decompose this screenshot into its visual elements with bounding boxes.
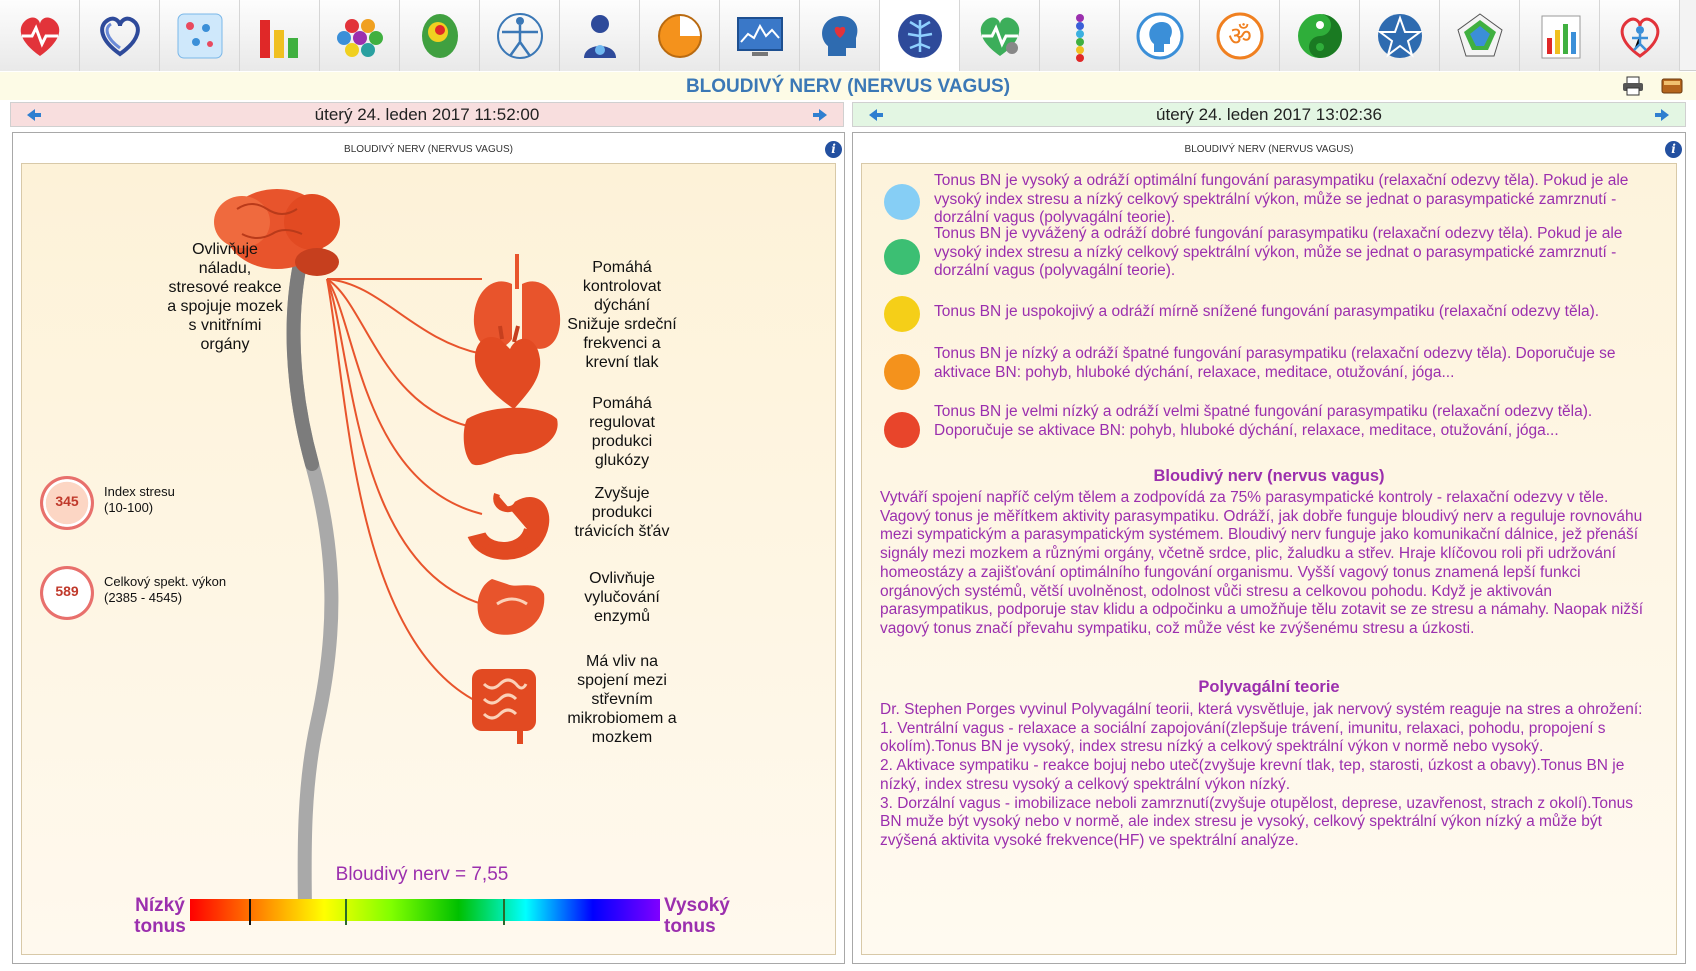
liver-label [562, 394, 682, 470]
legend-text: Tonus BN je vysoký a odráží optimální fungování parasympatiku (relaxační odezvy těla). Pokud je ale vysoký index stresu a nízký celkový spektrální výkon, může se jednat o parasympatické zamrznutí - dorzální vagus (polyvagální teorie). [934, 172, 1629, 226]
scale-marker [503, 899, 505, 925]
high-tonus-label [664, 895, 730, 937]
small-bar-chart-icon [1532, 8, 1588, 64]
heart-outline-icon [92, 8, 148, 64]
label-line: dýchání [593, 297, 651, 314]
heatmap-brain-icon [412, 8, 468, 64]
polyvagal-item: 3. Dorzální vagus - imobilizace neboli zamrznutí(zvyšuje otupělost, deprese, uzavřenost, strach z okolí).Tonus BN muže být vysoký nebo v normě, ale index stresu je vysoký, celkový spektrální výkon nízký a může být zvýšená aktivita vysoké frekvence(HF) ve spektrální analýze. [880, 794, 1633, 849]
label-line: náladu, [198, 260, 252, 277]
section-heading-polyvagal: Polyvagální teorie [1198, 678, 1340, 696]
panel-title: BLOUDIVÝ NERV (NERVUS VAGUS) [344, 144, 513, 155]
left-panel [12, 132, 845, 964]
label-line: krevní tlak [585, 354, 659, 371]
yin-yang-icon [1292, 8, 1348, 64]
toolbar-button-hexagons[interactable] [320, 0, 400, 71]
head-profile-icon [1132, 8, 1188, 64]
toolbar-button-monitor-chart[interactable] [720, 0, 800, 71]
legend-dot [884, 184, 920, 220]
nerve-branches [327, 279, 482, 704]
cells-icon [172, 8, 228, 64]
date-bar-right [852, 102, 1686, 127]
label-line: glukózy [594, 452, 650, 469]
toolbar-button-star[interactable] [1360, 0, 1440, 71]
arrow-right-icon[interactable] [1653, 106, 1671, 124]
page-title: BLOUDIVÝ NERV (NERVUS VAGUS) [685, 76, 1011, 97]
label-line: mozkem [591, 729, 653, 746]
label-line: a spojuje mozek [167, 298, 283, 315]
heart-person-icon [1612, 8, 1668, 64]
stress-index-value: 345 [55, 493, 79, 509]
label-line: kontrolovat [582, 278, 662, 295]
person-icon [572, 8, 628, 64]
label-line: orgány [200, 336, 250, 353]
legend-dot [884, 239, 920, 275]
label-line: produkci [591, 504, 653, 521]
stress-index-label [104, 484, 175, 516]
label-line: Ovlivňuje [192, 241, 258, 258]
diagram-area [21, 163, 836, 955]
label-line: produkci [591, 433, 653, 450]
om-icon [1212, 8, 1268, 64]
label-line: Pomáhá [592, 259, 652, 276]
legend-text: Tonus BN je velmi nízký a odráží velmi špatné fungování parasympatiku (relaxační odezvy těla). Doporučuje se aktivace BN: pohyb, hluboké dýchání, relaxace, meditace, otužování, jóga... [934, 403, 1593, 439]
vitruvian-man-icon [492, 8, 548, 64]
label-line: Index stresu [104, 484, 175, 499]
chakra-column-icon [1052, 8, 1108, 64]
legend-text: Tonus BN je vyvážený a odráží dobré fungování parasympatiku (relaxační odezvy těla). Pokud je ale vysoký index stresu a nízký celkový spektrální výkon, může se jednat o parasympatické zamrznutí - dorzální vagus (polyvagální teorie). [934, 225, 1623, 279]
book-icon[interactable] [1660, 76, 1684, 96]
label-line: tonus [664, 916, 716, 937]
section-body-vagus: Vytváří spojení napříč celým tělem a zodpovídá za 75% parasympatické kontroly - relaxační odezvy v těle. Vagový tonus je měřítkem aktivity parasympatiku. Odráží, jak dobře funguje bloudivý nerv a reguluje rovnováhu mezi sympatickým a parasympatickým systémem. Bloudivý nerv funguje jako komunikační dálnice, jež přenáší signály mezi mozkem a různými orgány, včetně srdce, plic, žaludku a střev. Hraje klíčovou roli při udržování homeostázy a zajišťování optimálního fungování organismu. Vyšší vagový tonus znamená lepší funkci orgánových systémů, větší uvolněnost, odolnost vůči stresu a celkovou pohodu. Když je aktivován parasympatikus, podporuje stav klidu a odpočinku a umožňuje tělu zotavit se ze stresu a námahy. Naopak nižší vagový tonus značí převahu sympatiku, což může vést ke zvýšenému stresu a úzkosti. [880, 489, 1644, 637]
bar-chart-icon [252, 8, 308, 64]
label-line: (2385 - 4545) [104, 590, 183, 605]
label-line: Celkový spekt. výkon [104, 574, 227, 589]
spectral-power-gauge [40, 566, 94, 620]
right-panel [852, 132, 1686, 964]
vagus-nerve-icon [892, 8, 948, 64]
legend-dot [884, 354, 920, 390]
pie-chart-icon [652, 8, 708, 64]
print-icon[interactable] [1622, 76, 1644, 96]
toolbar-button-pie-chart[interactable] [640, 0, 720, 71]
toolbar-button-heart-outline[interactable] [80, 0, 160, 71]
label-line: spojení mezi [577, 672, 667, 689]
scale-marker [345, 899, 347, 925]
label-line: Nízký [135, 895, 185, 916]
date-bar-left [10, 102, 844, 127]
title-row [0, 72, 1696, 100]
lungs-label [562, 258, 682, 315]
label-line: (10-100) [104, 500, 154, 515]
toolbar-button-head-profile[interactable] [1120, 0, 1200, 71]
toolbar-button-bar-chart[interactable] [240, 0, 320, 71]
polyvagal-item: 2. Aktivace sympatiku - reakce bojuj nebo uteč(zvyšuje krevní tlak, tep, starosti, úzkost a obavy).Tonus BN je nízký, index stresu vysoký a celkový spektrální výkon nízký. [880, 757, 1625, 793]
label-line: regulovat [589, 414, 655, 431]
label-line: trávicích šťáv [574, 523, 670, 540]
label-line: Ovlivňuje [589, 570, 655, 587]
toolbar-button-heart-person[interactable] [1600, 0, 1680, 71]
date-right: úterý 24. leden 2017 13:02:36 [1156, 105, 1382, 124]
liver-icon [464, 408, 558, 465]
legend-dot [884, 412, 920, 448]
polyvagal-item: 1. Ventrální vagus - relaxace a sociální zapojování(zlepšuje trávení, imunitu, relaxaci, pohodu, propojení s okolím).Tonus BN je vysoký, index stresu nízký a celkový spektrální výkon v normě nebo vysoký. [880, 719, 1606, 756]
label-line: vylučování [584, 589, 660, 606]
svg-text:ॐ: ॐ [1227, 21, 1252, 52]
toolbar-button-om[interactable] [1200, 0, 1280, 71]
low-tonus-label [132, 895, 188, 937]
brain-label [140, 240, 310, 354]
toolbar-button-yin-yang[interactable] [1280, 0, 1360, 71]
label-line: Pomáhá [592, 395, 652, 412]
toolbar-button-head-heart[interactable] [800, 0, 880, 71]
stomach-label [554, 484, 690, 541]
toolbar-button-heart-gear[interactable] [960, 0, 1040, 71]
info-icon[interactable]: i [1665, 141, 1682, 158]
toolbar-button-vitruvian-man[interactable] [480, 0, 560, 71]
label-line: s vnitřními [188, 317, 262, 334]
spectral-power-label [104, 574, 226, 606]
label-line: Vysoký [664, 895, 730, 916]
hexagons-icon [332, 8, 388, 64]
legend-text: Tonus BN je uspokojivý a odráží mírně snížené fungování parasympatiku (relaxační odezvy těla). [934, 303, 1600, 320]
label-line: Snižuje srdeční [567, 316, 677, 333]
toolbar-button-heatmap-brain[interactable] [400, 0, 480, 71]
toolbar-button-chakra-column[interactable] [1040, 0, 1120, 71]
label-line: Má vliv na [585, 653, 659, 670]
panel-title: BLOUDIVÝ NERV (NERVUS VAGUS) [1184, 144, 1354, 155]
label-line: frekvenci a [583, 335, 661, 352]
pancreas-label [562, 569, 682, 626]
toolbar-button-vagus-nerve[interactable] [880, 0, 960, 71]
arrow-right-icon[interactable] [811, 106, 829, 124]
label-line: stresové reakce [168, 279, 282, 296]
toolbar-button-person[interactable] [560, 0, 640, 71]
pancreas-icon [478, 579, 545, 635]
pentagon-chart-icon [1452, 8, 1508, 64]
label-line: mikrobiomem a [567, 710, 677, 727]
info-icon[interactable]: i [825, 141, 842, 158]
toolbar-button-pentagon-chart[interactable] [1440, 0, 1520, 71]
description-area [861, 163, 1677, 955]
date-left: úterý 24. leden 2017 11:52:00 [314, 105, 540, 124]
legend-text: Tonus BN je nízký a odráží špatné fungování parasympatiku (relaxační odezvy těla). Doporučuje se aktivace BN: pohyb, hluboké dýchání, relaxace, meditace, otužování, jóga... [934, 345, 1616, 381]
toolbar-button-cells[interactable] [160, 0, 240, 71]
monitor-chart-icon [732, 8, 788, 64]
label-line: Zvyšuje [594, 485, 650, 502]
label-line: enzymů [593, 608, 651, 625]
intestines-icon [472, 669, 536, 744]
heart-gear-icon [972, 8, 1028, 64]
head-heart-icon [812, 8, 868, 64]
legend-dot [884, 296, 920, 332]
toolbar-button-heart-pulse[interactable] [0, 0, 80, 71]
heart-label [554, 315, 690, 372]
stomach-icon [472, 494, 546, 557]
label-line: tonus [134, 916, 186, 937]
polyvagal-intro: Dr. Stephen Porges vyvinul Polyvagální teorii, která vysvětluje, jak nervový systém reaguje na stres a ohrožení: [880, 701, 1643, 718]
tonus-scale-bar [190, 899, 660, 921]
spectral-power-value: 589 [55, 583, 79, 599]
stress-index-gauge [40, 476, 94, 530]
star-icon [1372, 8, 1428, 64]
intestines-label [552, 652, 692, 747]
toolbar [0, 0, 1696, 71]
section-heading-vagus: Bloudivý nerv (nervus vagus) [1153, 467, 1385, 485]
section-body-polyvagal [880, 701, 1656, 851]
toolbar-button-small-bar-chart[interactable] [1520, 0, 1600, 71]
vagus-value: Bloudivý nerv = 7,55 [335, 864, 509, 885]
label-line: střevním [591, 691, 653, 708]
heart-pulse-icon [12, 8, 68, 64]
scale-marker [249, 899, 251, 925]
